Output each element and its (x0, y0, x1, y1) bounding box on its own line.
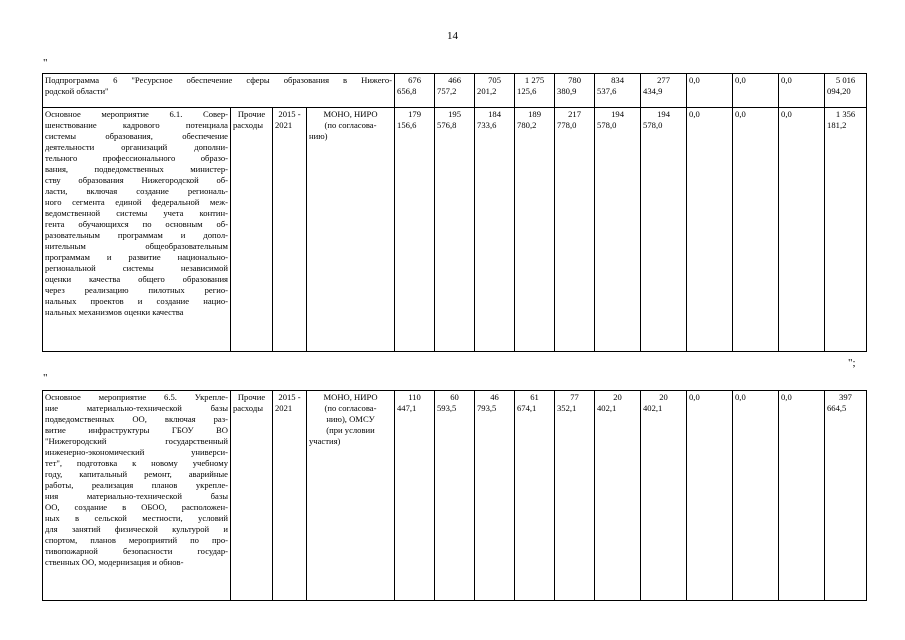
opening-quote-mark: " (43, 57, 48, 69)
text-line: ного сегмента единой федеральной меж- (45, 197, 228, 207)
text-line: 0,0 (735, 75, 746, 85)
text-line: 2021 (275, 403, 293, 413)
text-line: 0,0 (735, 109, 746, 119)
activity-6-5-period (273, 391, 307, 601)
text-line: тельного профессионального образо- (45, 153, 228, 163)
activity-6-5-expense-type (231, 391, 273, 601)
text-line: тивопожарной безопасности государ- (45, 546, 228, 556)
text-line: нительным общеобразовательным (45, 241, 228, 251)
text-line: расходы (233, 403, 263, 413)
activity-6-5-value-total (825, 391, 867, 601)
activity-6-1-value-2015 (395, 108, 435, 352)
text-line: году, капитальный ремонт, аварийные (45, 469, 228, 479)
page-number: 14 (447, 30, 458, 42)
text-line: ние материально-технической базы (45, 403, 228, 413)
text-line: работы, реализация планов укрепле- (45, 480, 228, 490)
text-line: ния материально-технической базы (45, 491, 228, 501)
text-line: 195 (448, 109, 461, 119)
subprogram-value-2016 (435, 74, 475, 108)
text-line: родской области" (45, 86, 109, 96)
text-line: 780 (568, 75, 581, 85)
text-line: 380,9 (557, 86, 577, 96)
text-line: региональной системы независимой (45, 263, 228, 273)
activity-6-1-value-2019 (555, 108, 595, 352)
text-line: 434,9 (643, 86, 663, 96)
text-line: 179 (408, 109, 421, 119)
text-line: 217 (568, 109, 581, 119)
text-line: (по согласова- (324, 403, 377, 413)
text-line: 20 (613, 392, 622, 402)
activity-6-5-value-2015 (395, 391, 435, 601)
text-line: шенствование кадрового потенциала (45, 120, 228, 130)
text-line: "Нижегородский государственный (45, 436, 228, 446)
subprogram-value-col8 (687, 74, 733, 108)
text-line: нию), ОМСУ (326, 414, 375, 424)
activity-6-1-value-col8 (687, 108, 733, 352)
text-line: 578,0 (643, 120, 663, 130)
text-line: 2015 - (278, 109, 301, 119)
text-line: 20 (659, 392, 668, 402)
text-line: 466 (448, 75, 461, 85)
text-line: 576,8 (437, 120, 457, 130)
text-line: витие инфраструктуры ГБОУ ВО (45, 425, 228, 435)
text-line: 578,0 (597, 120, 617, 130)
text-line: 705 (488, 75, 501, 85)
text-line: 1 356 (835, 109, 856, 119)
subprogram-value-2020 (595, 74, 641, 108)
text-line: 125,6 (517, 86, 537, 96)
activity-6-1-value-2017 (475, 108, 515, 352)
text-line: 402,1 (597, 403, 617, 413)
text-line: нальных механизмов оценки качества (45, 307, 184, 317)
text-line: 110 (408, 392, 421, 402)
subprogram-value-col10 (779, 74, 825, 108)
text-line: 676 (408, 75, 421, 85)
text-line: расходы (233, 120, 263, 130)
text-line: Подпрограмма 6 "Ресурсное обеспечение сферы образования в Нижего- (45, 75, 393, 85)
activity-6-1-value-col10 (779, 108, 825, 352)
text-line: 780,2 (517, 120, 537, 130)
text-line: оценки качества общего образования (45, 274, 228, 284)
activity-6-5-row (43, 391, 867, 601)
text-line: 0,0 (781, 109, 792, 119)
text-line: 77 (570, 392, 579, 402)
text-line: ведомственной системы учета контин- (45, 208, 228, 218)
text-line: подведомственных ОО, включая раз- (45, 414, 228, 424)
text-line: (при условии (326, 425, 375, 435)
subprogram-title-lines (45, 75, 392, 97)
subprogram-value-2017 (475, 74, 515, 108)
text-line: 656,8 (397, 86, 417, 96)
text-line: участия) (309, 436, 341, 446)
text-line: 189 (528, 109, 541, 119)
text-line: нию) (309, 131, 328, 141)
text-line: 181,2 (827, 120, 847, 130)
text-line: 447,1 (397, 403, 417, 413)
activity-6-5-value-2018 (515, 391, 555, 601)
text-line: 664,5 (827, 403, 847, 413)
subprogram-title (43, 74, 395, 108)
activity-6-1-value-2020 (595, 108, 641, 352)
subprogram-value-2021 (641, 74, 687, 108)
text-line: 60 (450, 392, 459, 402)
activity-6-5-value-2016 (435, 391, 475, 601)
text-line: 094,20 (827, 86, 851, 96)
activity-6-1-expense-type (231, 108, 273, 352)
text-line: 402,1 (643, 403, 663, 413)
text-line: 0,0 (781, 392, 792, 402)
text-line: МОНО, НИРО (323, 109, 378, 119)
activity-6-5-value-2017 (475, 391, 515, 601)
text-line: МОНО, НИРО (323, 392, 378, 402)
subprogram-row (43, 74, 867, 108)
activity-6-1-row (43, 108, 867, 352)
text-line: 537,6 (597, 86, 617, 96)
text-line: 593,5 (437, 403, 457, 413)
text-line: ственных ОО, модернизация и обнов- (45, 557, 184, 567)
text-line: тет", подготовка к новому учебному (45, 458, 228, 468)
text-line: 201,2 (477, 86, 497, 96)
text-line: разовательным программам и допол- (45, 230, 228, 240)
text-line: 194 (611, 109, 624, 119)
text-line: гента обучающихся по основным об- (45, 219, 228, 229)
activity-6-1-description (43, 108, 231, 352)
text-line: системы образования, обеспечение (45, 131, 228, 141)
activity-6-1-value-total (825, 108, 867, 352)
text-line: нальных проектов и создание нацио- (45, 296, 228, 306)
subprogram-value-2015 (395, 74, 435, 108)
subprogram-value-col9 (733, 74, 779, 108)
text-line: ласти, включая создание региональ- (45, 186, 228, 196)
text-line: 277 (657, 75, 670, 85)
activity-6-5-value-col9 (733, 391, 779, 601)
text-line: 397 (839, 392, 852, 402)
text-line: деятельности организаций дополни- (45, 142, 228, 152)
text-line: 793,5 (477, 403, 497, 413)
text-line: 0,0 (689, 109, 700, 119)
activity-6-5-executor (307, 391, 395, 601)
text-line: 2015 - (278, 392, 301, 402)
text-line: 61 (530, 392, 539, 402)
text-line: 0,0 (689, 75, 700, 85)
activity-6-5-value-2019 (555, 391, 595, 601)
text-line: (по согласова- (324, 120, 377, 130)
activity-6-5-value-col10 (779, 391, 825, 601)
text-line: 674,1 (517, 403, 537, 413)
activity-6-1-period (273, 108, 307, 352)
activity-6-5-value-2020 (595, 391, 641, 601)
text-line: 5 016 (835, 75, 856, 85)
text-line: вания, подведомственных министер- (45, 164, 228, 174)
text-line: для занятий физической культурой и (45, 524, 228, 534)
text-line: ОО, создание в ОБОО, расположен- (45, 502, 228, 512)
text-line: Прочие (237, 109, 266, 119)
text-line: 184 (488, 109, 501, 119)
activity-6-5-value-2021 (641, 391, 687, 601)
text-line: 352,1 (557, 403, 577, 413)
text-line: через реализацию пилотных регио- (45, 285, 228, 295)
text-line: Прочие (237, 392, 266, 402)
text-line: 0,0 (781, 75, 792, 85)
budget-table-activity-6-5 (42, 390, 867, 601)
text-line: Основное мероприятие 6.1. Совер- (45, 109, 228, 119)
subprogram-value-2019 (555, 74, 595, 108)
text-line: ных в сельской местности, условий (45, 513, 228, 523)
text-line: 834 (611, 75, 624, 85)
activity-6-1-value-2021 (641, 108, 687, 352)
activity-6-5-value-col8 (687, 391, 733, 601)
text-line: 733,6 (477, 120, 497, 130)
text-line: 2021 (275, 120, 293, 130)
opening-quote-mark-2: " (43, 372, 48, 384)
text-line: программам и развитие национально- (45, 252, 228, 262)
text-line: 778,0 (557, 120, 577, 130)
text-line: 1 275 (524, 75, 545, 85)
subprogram-value-total (825, 74, 867, 108)
text-line: 757,2 (437, 86, 457, 96)
closing-quote-mark: "; (848, 357, 856, 369)
text-line: ству образования Нижегородской об- (45, 175, 228, 185)
subprogram-value-2018 (515, 74, 555, 108)
text-line: 194 (657, 109, 670, 119)
activity-6-1-value-col9 (733, 108, 779, 352)
text-line: 0,0 (689, 392, 700, 402)
text-line: инженерно-экономический универси- (45, 447, 228, 457)
text-line: 156,6 (397, 120, 417, 130)
activity-6-1-executor (307, 108, 395, 352)
text-line: Основное мероприятие 6.5. Укрепле- (45, 392, 228, 402)
budget-table-subprogram-6 (42, 73, 867, 352)
activity-6-5-description (43, 391, 231, 601)
text-line: 46 (490, 392, 499, 402)
text-line: 0,0 (735, 392, 746, 402)
activity-6-1-value-2018 (515, 108, 555, 352)
activity-6-1-value-2016 (435, 108, 475, 352)
text-line: спортом, планов мероприятий по про- (45, 535, 228, 545)
